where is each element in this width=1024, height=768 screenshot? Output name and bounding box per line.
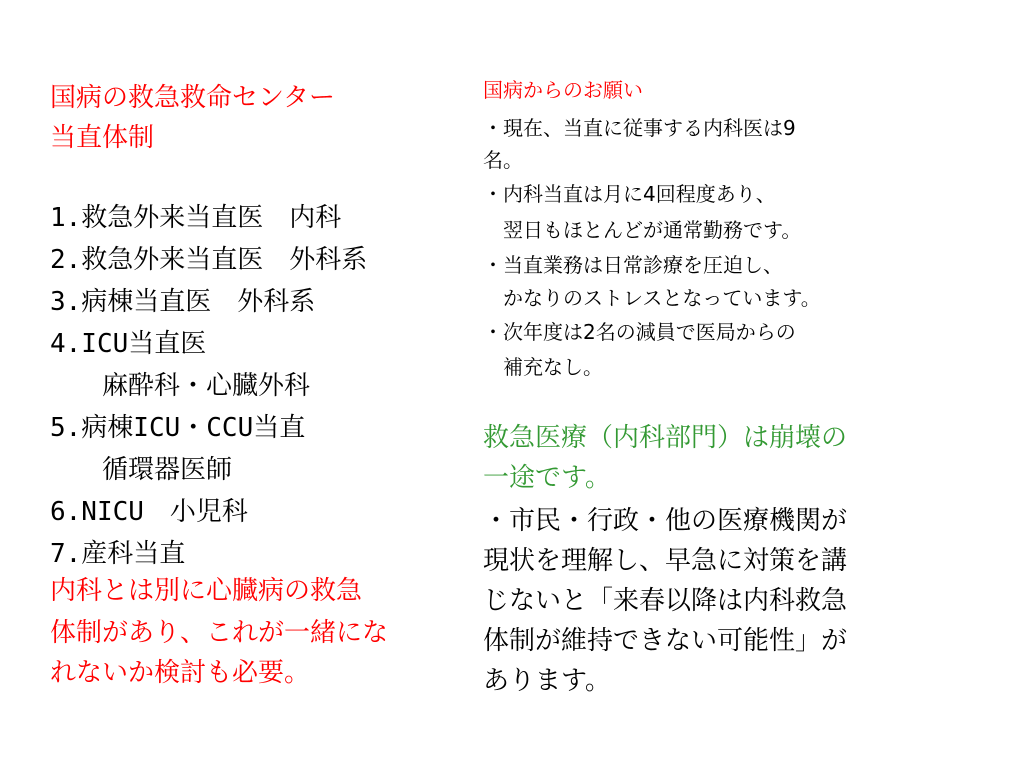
request-line-5: ・当直業務は日常診療を圧迫し、 — [483, 253, 783, 277]
request-line-1: ・現在、当直に従事する内科医は9 — [483, 116, 796, 140]
appeal-line-3: じないと「来春以降は内科救急 — [483, 586, 848, 616]
slide-title-line-1: 国病の救急救命センター — [50, 83, 335, 113]
duty-list-item-1: 1.救急外来当直医 内科 — [50, 203, 342, 233]
duty-list-item-5: 5.病棟ICU・CCU当直 — [50, 413, 306, 443]
warning-line-1: 救急医療（内科部門）は崩壊の — [483, 423, 848, 453]
appeal-line-4: 体制が維持できない可能性」が — [483, 626, 848, 656]
request-line-7: ・次年度は2名の減員で医局からの — [483, 320, 796, 344]
request-line-2: 名。 — [483, 148, 523, 172]
duty-list-item-3: 3.病棟当直医 外科系 — [50, 287, 316, 317]
duty-list-item-6: 6.NICU 小児科 — [50, 497, 248, 527]
duty-list-item-4-detail: 麻酔科・心臓外科 — [50, 371, 311, 401]
slide-title-line-2: 当直体制 — [50, 123, 155, 153]
duty-list-item-2: 2.救急外来当直医 外科系 — [50, 245, 368, 275]
request-line-3: ・内科当直は月に4回程度あり、 — [483, 182, 776, 206]
cardiac-note-line-2: 体制があり、これが一緒にな — [50, 618, 389, 648]
appeal-line-5: あります。 — [483, 666, 611, 696]
request-line-6: かなりのストレスとなっています。 — [483, 286, 821, 310]
cardiac-note-line-1: 内科とは別に心臓病の救急 — [50, 576, 363, 606]
request-line-4: 翌日もほとんどが通常勤務です。 — [483, 218, 802, 242]
request-heading: 国病からのお願い — [483, 78, 643, 102]
warning-line-2: 一途です。 — [483, 463, 611, 493]
cardiac-note-line-3: れないか検討も必要。 — [50, 658, 311, 688]
appeal-line-2: 現状を理解し、早急に対策を講 — [483, 546, 848, 576]
duty-list-item-4: 4.ICU当直医 — [50, 329, 207, 359]
duty-list-item-5-detail: 循環器医師 — [50, 455, 233, 485]
duty-list-item-7: 7.産科当直 — [50, 539, 186, 569]
request-line-8: 補充なし。 — [483, 355, 603, 379]
appeal-line-1: ・市民・行政・他の医療機関が — [483, 506, 848, 536]
